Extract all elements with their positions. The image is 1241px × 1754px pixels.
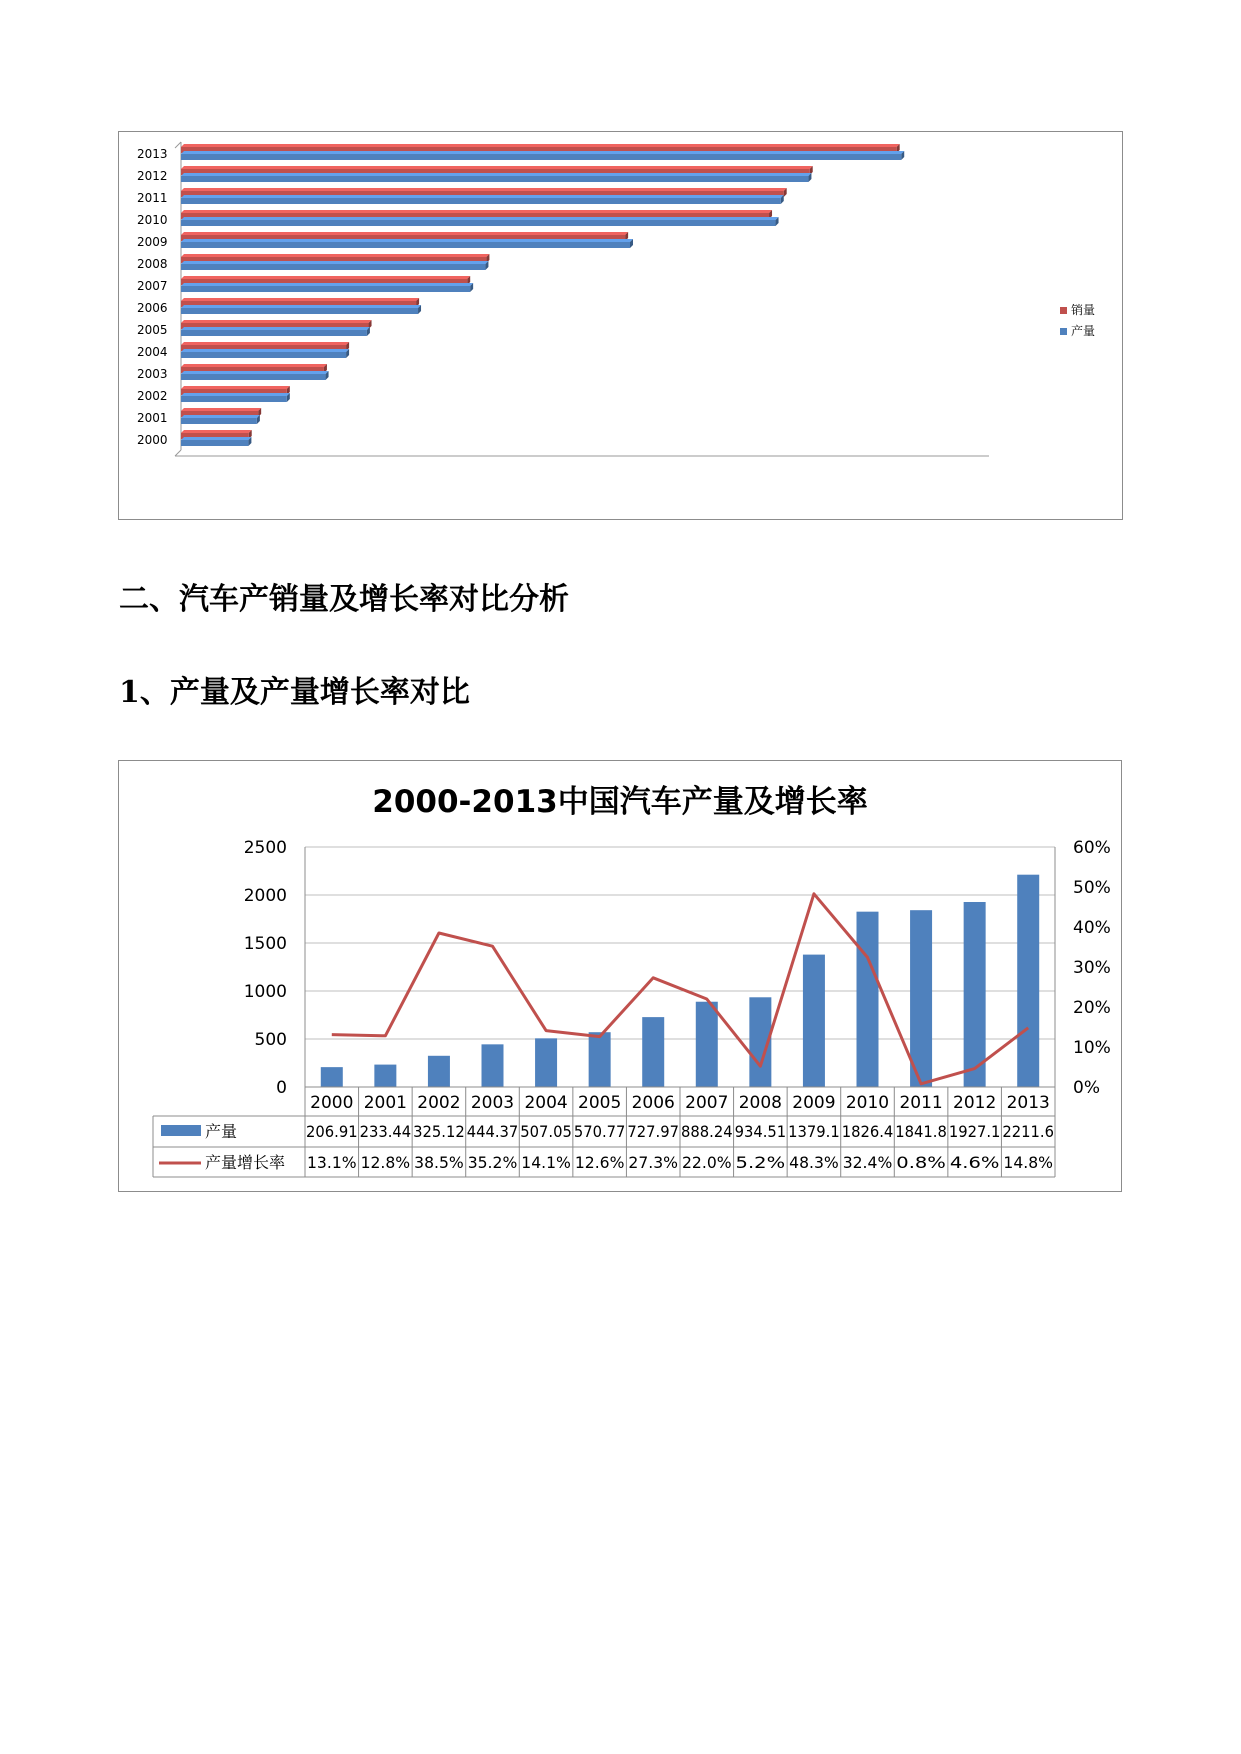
production-bar-top [181,327,370,330]
production-bar [642,1017,664,1087]
production-bar-top [181,195,784,198]
production-bar [374,1065,396,1087]
legend-sales-swatch [1060,307,1067,314]
production-bar-top [181,239,633,242]
legend-production-label: 产量 [1071,324,1096,338]
sales-bar-top [181,210,772,213]
y-left-tick-label: 2500 [243,838,287,858]
growth-rate-cell: 32.4% [842,1153,893,1172]
y-left-tick-label: 1500 [243,934,287,954]
production-value-cell: 325.12 [413,1122,465,1141]
production-bar [321,1067,343,1087]
y-left-tick-label: 0 [276,1078,287,1098]
sales-bar-top [181,386,290,389]
production-bar-top [181,261,488,264]
production-bar [181,440,248,446]
growth-rate-cell: 0.8% [896,1153,946,1172]
production-bar-top [181,371,329,374]
y-tick-label: 2007 [137,279,168,293]
sales-bar-top [181,166,813,169]
x-category-label: 2013 [1006,1093,1050,1113]
x-category-label: 2000 [310,1093,354,1113]
sales-bar-top [181,254,489,257]
x-category-label: 2003 [470,1093,515,1113]
production-value-cell: 934.51 [734,1122,787,1141]
growth-rate-cell: 12.8% [360,1153,411,1172]
production-bar [482,1044,504,1087]
production-bar-top [181,173,811,176]
y-right-tick-label: 40% [1073,918,1111,938]
legend-production-label: 产量 [205,1122,238,1141]
legend-sales-label: 销量 [1071,303,1096,317]
production-bar-top [181,437,251,440]
growth-rate-cell: 4.6% [949,1153,1000,1172]
growth-rate-cell: 14.8% [1003,1153,1053,1172]
production-bar [696,1002,718,1087]
growth-rate-cell: 27.3% [628,1153,678,1172]
y-tick-label: 2005 [137,323,168,337]
y-left-tick-label: 1000 [243,982,287,1002]
sales-production-bar-svg [119,132,1122,519]
production-bar [181,418,257,424]
production-value-cell: 444.37 [466,1122,519,1141]
production-bar [181,220,776,226]
y-tick-label: 2011 [137,191,168,205]
y-tick-label: 2013 [137,147,168,161]
production-bar [535,1038,557,1087]
sales-bar-top [181,320,372,323]
production-bar [181,330,367,336]
growth-rate-cell: 5.2% [735,1153,786,1172]
production-bar-top [181,349,349,352]
production-bar-top [181,217,779,220]
production-bar [589,1032,611,1087]
production-bar [181,308,418,314]
y-right-tick-label: 50% [1073,878,1111,898]
legend-production-swatch [161,1125,201,1136]
production-growth-chart [118,760,1122,1192]
production-value-cell: 1841.8 [895,1122,947,1141]
y-tick-label: 2012 [137,169,168,183]
growth-rate-cell: 38.5% [414,1153,464,1172]
subsection-heading: 1、产量及产量增长率对比 [119,675,470,710]
y-right-tick-label: 0% [1073,1078,1100,1098]
production-bar [910,910,932,1087]
production-bar [428,1056,450,1087]
legend-production-swatch [1060,328,1067,335]
x-category-label: 2007 [685,1093,729,1113]
y-tick-label: 2003 [137,367,168,381]
production-value-cell: 233.44 [359,1122,412,1141]
x-category-label: 2012 [953,1093,997,1113]
production-value-cell: 727.97 [627,1122,679,1141]
production-value-cell: 2211.6 [1002,1122,1054,1141]
production-bar [181,374,326,380]
sales-bar-top [181,276,470,279]
axis-corner [175,450,181,456]
x-category-label: 2001 [363,1093,407,1113]
production-bar-top [181,283,473,286]
x-category-label: 2011 [899,1093,943,1113]
y-tick-label: 2004 [137,345,168,359]
production-value-cell: 888.24 [681,1122,733,1141]
y-right-tick-label: 10% [1073,1038,1111,1058]
growth-rate-cell: 48.3% [789,1153,839,1172]
production-value-cell: 1927.1 [948,1122,1001,1141]
y-tick-label: 2008 [137,257,168,271]
sales-bar-top [181,364,327,367]
x-category-label: 2009 [792,1093,836,1113]
chart-title: 2000-2013中国汽车产量及增长率 [372,784,868,820]
production-value-cell: 570.77 [573,1122,626,1141]
production-bar-top [181,415,260,418]
production-bar-top [181,305,421,308]
y-tick-label: 2009 [137,235,168,249]
sales-production-bar-chart [118,131,1123,520]
growth-rate-cell: 14.1% [521,1153,571,1172]
growth-rate-cell: 13.1% [307,1153,357,1172]
section-heading: 二、汽车产销量及增长率对比分析 [119,582,569,617]
production-bar [857,912,879,1087]
production-value-cell: 206.91 [306,1122,358,1141]
y-tick-label: 2000 [137,433,168,447]
growth-rate-cell: 12.6% [574,1153,625,1172]
y-right-tick-label: 30% [1073,958,1111,978]
production-value-cell: 507.05 [520,1122,572,1141]
production-bar [964,902,986,1087]
y-left-tick-label: 500 [254,1030,287,1050]
production-bar [181,264,485,270]
production-bar [181,176,808,182]
legend-growth-label: 产量增长率 [205,1153,286,1172]
production-bar-top [181,393,290,396]
growth-rate-cell: 22.0% [682,1153,732,1172]
production-bar [803,955,825,1087]
production-bar [1017,875,1039,1087]
sales-bar-top [181,430,252,433]
y-tick-label: 2010 [137,213,168,227]
y-right-tick-label: 20% [1073,998,1111,1018]
x-category-label: 2006 [631,1093,675,1113]
production-value-cell: 1826.4 [841,1122,894,1141]
y-tick-label: 2006 [137,301,168,315]
sales-bar-top [181,188,787,191]
production-bar [181,242,630,248]
production-value-cell: 1379.1 [788,1122,840,1141]
production-growth-svg [119,761,1121,1191]
production-bar [181,286,470,292]
production-bar-top [181,151,904,154]
x-category-label: 2010 [845,1093,890,1113]
sales-bar-top [181,408,261,411]
x-category-label: 2008 [738,1093,782,1113]
sales-bar-top [181,298,419,301]
y-right-tick-label: 60% [1073,838,1111,858]
y-tick-label: 2001 [137,411,168,425]
production-bar [181,396,287,402]
y-left-tick-label: 2000 [243,886,287,906]
y-tick-label: 2002 [137,389,168,403]
production-bar [181,352,346,358]
production-bar [181,198,781,204]
x-category-label: 2004 [524,1093,568,1113]
x-category-label: 2002 [417,1093,461,1113]
production-bar [181,154,901,160]
axis-corner-top [175,142,181,148]
sales-bar-top [181,144,900,147]
x-category-label: 2005 [578,1093,622,1113]
sales-bar-top [181,232,628,235]
growth-rate-cell: 35.2% [467,1153,518,1172]
sales-bar-top [181,342,349,345]
